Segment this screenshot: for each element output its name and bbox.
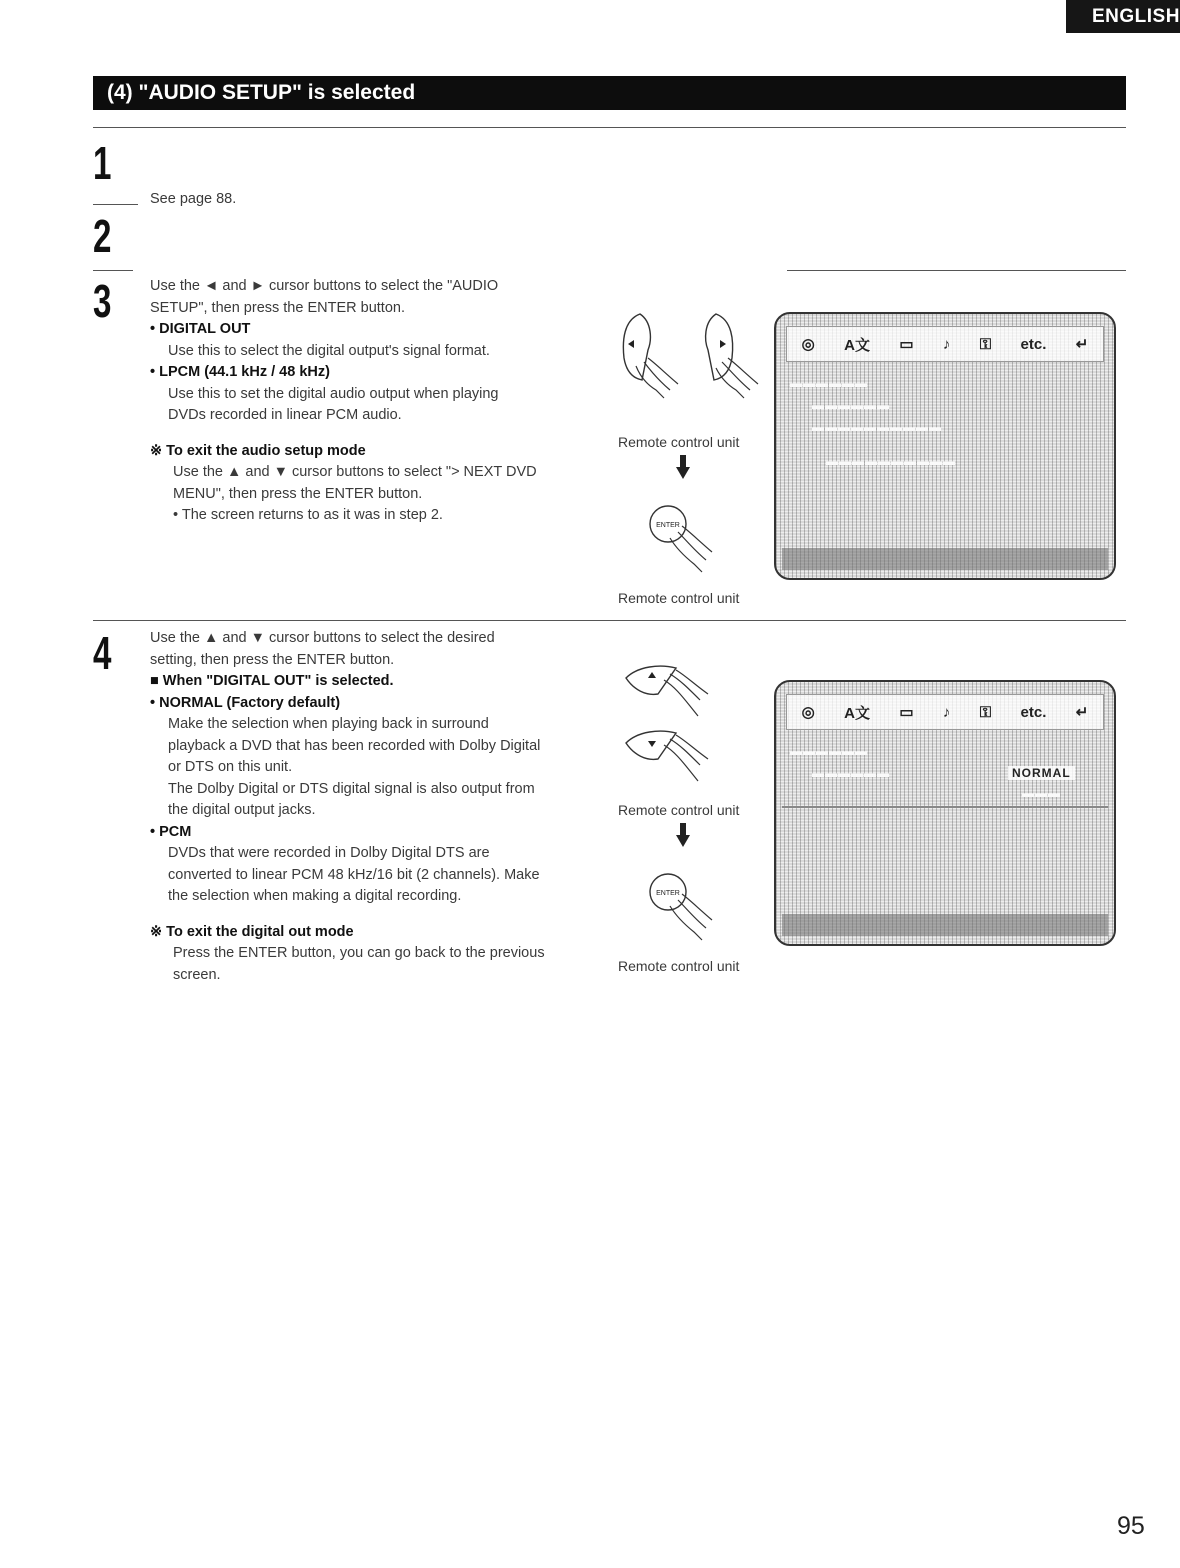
osd-icon-bar <box>786 326 1104 362</box>
audio-icon: ♪ <box>942 703 951 721</box>
step-number-4: 4 <box>93 627 112 679</box>
divider <box>93 204 138 205</box>
language-icon: A文 <box>844 336 870 354</box>
option-lpcm-desc-cont: DVDs recorded in linear PCM audio. <box>168 407 402 423</box>
osd-icon-bar <box>786 694 1104 730</box>
divider <box>93 270 133 271</box>
left-cursor-button-icon <box>618 310 688 405</box>
exit-digital-out-desc: Press the ENTER button, you can go back to the previous <box>173 945 545 961</box>
option-normal-title: • NORMAL (Factory default) <box>150 694 341 711</box>
option-pcm-title: • PCM <box>150 823 192 840</box>
osd-screen-audio-setup <box>774 312 1116 580</box>
exit-digital-out-desc-cont: screen. <box>173 966 221 983</box>
enter-button-icon <box>648 498 718 578</box>
option-normal-desc-3: or DTS on this unit. <box>168 759 293 775</box>
step-4-intro-cont: setting, then press the ENTER button. <box>150 651 395 668</box>
osd-line: ▬▬▬▬▬▬▬▬▬▬ <box>826 454 956 468</box>
option-digital-out-desc: Use this to select the digital output's signal format. <box>168 342 490 359</box>
language-icon: A文 <box>844 704 870 722</box>
exit-audio-setup-desc-cont: MENU", then press the ENTER button. <box>173 485 423 502</box>
enter-button-icon <box>648 866 718 946</box>
screen-icon: ▭ <box>899 336 914 353</box>
osd-footer <box>782 914 1108 936</box>
remote-caption: Remote control unit <box>618 590 740 606</box>
step-4-text <box>150 628 575 986</box>
option-normal-desc-2: playback a DVD that has been recorded with Dolby Digital <box>168 737 541 754</box>
audio-icon: ♪ <box>942 335 951 353</box>
divider <box>787 270 1126 271</box>
down-arrow-icon <box>676 823 690 847</box>
step-3-intro-cont: SETUP", then press the ENTER button. <box>150 299 405 316</box>
step-number-1: 1 <box>93 137 112 189</box>
step-4-intro: Use the ▲ and ▼ cursor buttons to select the desired <box>150 630 495 646</box>
osd-line: ▬▬▬▬▬▬ <box>812 398 890 412</box>
osd-separator <box>782 806 1108 808</box>
osd-line: ▬▬▬▬▬▬▬▬▬▬ <box>812 420 942 434</box>
divider <box>93 620 1126 621</box>
osd-footer <box>782 548 1108 570</box>
down-cursor-button-icon <box>620 725 730 785</box>
disc-icon: ◎ <box>801 336 815 353</box>
return-icon: ↵ <box>1075 336 1089 353</box>
remote-caption: Remote control unit <box>618 434 740 450</box>
remote-caption: Remote control unit <box>618 802 740 818</box>
exit-audio-setup-note: • The screen returns to as it was in step 2. <box>173 507 443 523</box>
osd-line: ▬▬▬▬▬▬ <box>790 744 868 758</box>
exit-audio-setup-title: ※ To exit the audio setup mode <box>150 442 366 459</box>
option-normal-desc-4: The Dolby Digital or DTS digital signal is also output from <box>168 780 535 797</box>
remote-caption: Remote control unit <box>618 958 740 974</box>
section-title: (4) "AUDIO SETUP" is selected <box>93 76 1126 110</box>
option-lpcm-title: • LPCM (44.1 kHz / 48 kHz) <box>150 364 330 380</box>
option-digital-out-title: • DIGITAL OUT <box>150 321 251 337</box>
option-normal-desc: Make the selection when playing back in surround <box>168 716 489 732</box>
etc-icon: etc. <box>1020 703 1047 721</box>
down-arrow-icon <box>676 455 690 479</box>
step-3-intro: Use the ◄ and ► cursor buttons to select the "AUDIO <box>150 278 499 294</box>
step-2-text: See page 88. <box>150 191 237 207</box>
option-pcm-desc-2: converted to linear PCM 48 kHz/16 bit (2 channels). Make <box>168 866 540 883</box>
option-normal-desc-5: the digital output jacks. <box>168 802 316 818</box>
up-cursor-button-icon <box>620 660 730 720</box>
osd-normal-value: NORMAL <box>1008 766 1075 780</box>
step-3-text <box>150 276 575 527</box>
enter-label: ENTER <box>656 522 680 529</box>
disc-icon: ◎ <box>801 704 815 721</box>
right-cursor-button-icon <box>698 310 768 405</box>
osd-screen-digital-out <box>774 680 1116 946</box>
etc-icon: etc. <box>1020 335 1047 353</box>
option-pcm-desc-3: the selection when making a digital recording. <box>168 888 462 904</box>
option-lpcm-desc: Use this to set the digital audio output when playing <box>168 385 499 402</box>
enter-label: ENTER <box>656 890 680 897</box>
divider <box>93 127 1126 128</box>
exit-digital-out-title: ※ To exit the digital out mode <box>150 923 354 940</box>
option-pcm-desc: DVDs that were recorded in Dolby Digital DTS are <box>168 845 490 861</box>
osd-line: ▬▬▬ <box>1022 786 1061 800</box>
digital-out-heading: ■ When "DIGITAL OUT" is selected. <box>150 673 394 689</box>
exit-audio-setup-desc: Use the ▲ and ▼ cursor buttons to select "> NEXT DVD <box>173 464 537 480</box>
language-tab: ENGLISH <box>1066 0 1180 33</box>
page-number: 95 <box>1117 1512 1145 1540</box>
step-number-2: 2 <box>93 210 112 262</box>
screen-icon: ▭ <box>899 704 914 721</box>
osd-line: ▬▬▬▬▬▬ <box>812 766 890 780</box>
osd-line: ▬▬▬▬▬▬ <box>790 376 868 390</box>
step-number-3: 3 <box>93 275 112 327</box>
key-icon: ⚿ <box>979 703 992 721</box>
key-icon: ⚿ <box>979 335 992 353</box>
return-icon: ↵ <box>1075 704 1089 721</box>
